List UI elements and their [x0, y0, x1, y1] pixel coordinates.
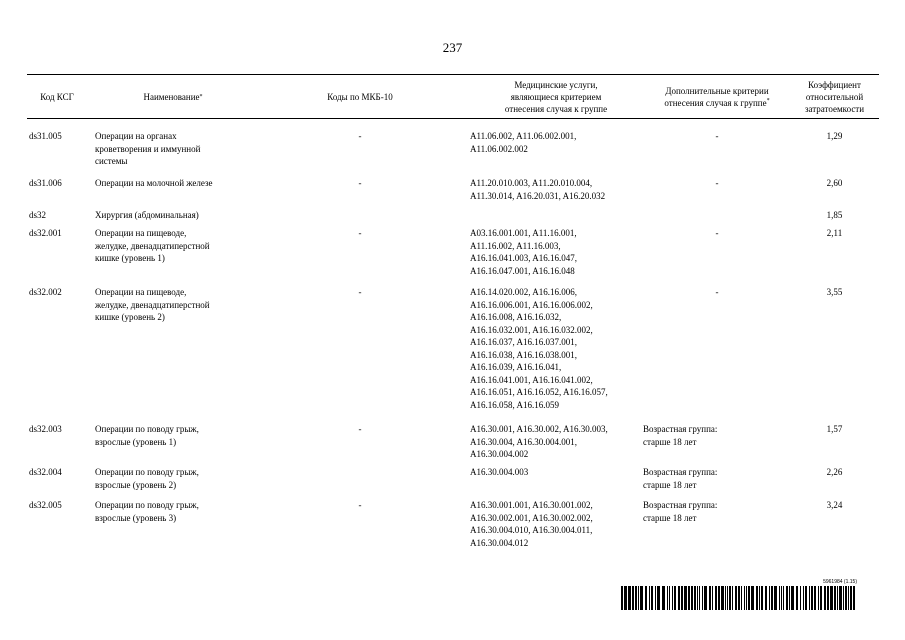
header-coefficient-line: относительной [805, 91, 864, 102]
row-services [470, 286, 642, 411]
barcode-bar [786, 586, 788, 610]
row-services [470, 177, 642, 202]
row-coefficient: 3,24 [826, 500, 843, 510]
row-additional-line: старше 18 лет [643, 436, 697, 447]
row-services-line: A16.30.004.002 [470, 449, 529, 459]
barcode-bar [848, 586, 849, 610]
barcode-bar [843, 586, 844, 610]
row-additional [643, 423, 791, 448]
row-additional-line: - [715, 131, 719, 141]
barcode-bar [727, 586, 728, 610]
barcode-bar [667, 586, 668, 610]
barcode-bar [827, 586, 829, 610]
row-additional [643, 130, 791, 143]
header-additional-line: отнесения случая к группе [664, 97, 767, 108]
row-name-line: кишке (уровень 1) [95, 253, 165, 263]
row-services-line: A16.16.037, A16.16.037.001, [470, 337, 578, 347]
row-services-line: A03.16.001.001, A11.16.001, [470, 228, 577, 238]
barcode-bar [789, 586, 790, 610]
row-name [95, 209, 260, 222]
row-name [95, 423, 260, 448]
row-services-line: A16.16.058, A16.16.059 [470, 399, 560, 410]
barcode-bar [735, 586, 737, 610]
row-services-line: A11.30.014, A16.20.031, A16.20.032 [470, 190, 606, 201]
row-name-line: системы [95, 156, 128, 166]
barcode-bar [746, 586, 747, 610]
row-name-line: кроветворения и иммунной [95, 143, 201, 154]
barcode-bar [800, 586, 801, 610]
barcode-bar [624, 586, 627, 610]
barcode-bar [779, 586, 780, 610]
row-name-line: взрослые (уровень 3) [95, 512, 177, 523]
row-services-line: A16.16.032.001, A16.16.032.002, [470, 324, 593, 335]
barcode-bar [721, 586, 724, 610]
barcode-bar [702, 586, 703, 610]
barcode-bar [741, 586, 742, 610]
barcode-bar [738, 586, 740, 610]
barcode-bar [649, 586, 650, 610]
row-services-line: A16.30.001, A16.30.002, A16.30.003, [470, 424, 608, 434]
barcode-bar [796, 586, 798, 610]
row-name [95, 466, 260, 491]
row-additional [643, 466, 791, 491]
header-coefficient-line: Коэффициент [808, 79, 861, 90]
barcode-bar [651, 586, 653, 610]
row-name-line: Операции по поводу грыж, [95, 424, 199, 434]
row-name-line: Операции по поводу грыж, [95, 467, 199, 477]
barcode-bar [791, 586, 794, 610]
barcode-bar [732, 586, 733, 610]
row-coefficient: 2,60 [826, 178, 843, 188]
row-additional-line: - [715, 228, 719, 238]
barcode-bar [697, 586, 698, 610]
row-name-line: Операции по поводу грыж, [95, 500, 199, 510]
row-additional-line: Возрастная группа: [643, 424, 718, 434]
row-services-line: A16.30.004, A16.30.004.001, [470, 436, 578, 447]
row-code: ds31.006 [29, 178, 62, 188]
barcode-bar [803, 586, 804, 610]
row-mkb: - [358, 178, 362, 188]
barcode-bar [824, 586, 826, 610]
barcode-bar [837, 586, 838, 610]
barcode-bar [811, 586, 813, 610]
row-services-line: A16.16.039, A16.16.041, [470, 362, 562, 372]
barcode-bar [628, 586, 631, 610]
barcode-bar [699, 586, 700, 610]
barcode-bar [805, 586, 807, 610]
row-mkb: - [358, 287, 362, 297]
barcode-bar [748, 586, 750, 610]
row-mkb: - [358, 424, 362, 434]
barcode-bar [681, 586, 683, 610]
row-additional-line: старше 18 лет [643, 479, 697, 490]
barcode-bar [729, 586, 731, 610]
row-services-line: A11.06.002.002 [470, 143, 528, 154]
row-name [95, 177, 260, 190]
barcode-bar [783, 586, 784, 610]
row-coefficient: 1,85 [826, 210, 843, 220]
barcode-bar [674, 586, 676, 610]
barcode-bar [632, 586, 634, 610]
row-coefficient: 2,26 [826, 467, 843, 477]
row-services-line: A16.14.020.002, A16.16.006, [470, 287, 578, 297]
row-name-line: Операции на пищеводе, [95, 287, 187, 297]
row-name [95, 227, 260, 265]
header-name-label: Наименование [143, 91, 200, 102]
row-services [470, 423, 642, 461]
header-name: Наименование * [143, 91, 203, 102]
barcode-bar [759, 586, 760, 610]
page-number: 237 [442, 40, 463, 55]
row-code: ds32.003 [29, 424, 62, 434]
row-additional [643, 177, 791, 190]
barcode-bar [818, 586, 819, 610]
row-additional [643, 227, 791, 240]
row-services-line: A11.06.002, A11.06.002.001, [470, 131, 577, 141]
row-services-line: A16.16.038, A16.16.038.001, [470, 349, 578, 360]
barcode-bar [834, 586, 836, 610]
row-name-line: Операции на органах [95, 131, 177, 141]
row-services [470, 130, 642, 155]
row-name-line: Хирургия (абдоминальная) [95, 210, 199, 220]
row-code: ds31.005 [29, 131, 62, 141]
row-services-line: A16.16.051, A16.16.052, A16.16.057, [470, 387, 608, 397]
barcode-bar [845, 586, 847, 610]
row-name [95, 130, 260, 168]
barcode-bar [781, 586, 782, 610]
barcode-bar [704, 586, 707, 610]
barcode-bar [688, 586, 690, 610]
barcode-bar [645, 586, 647, 610]
barcode-bar [718, 586, 720, 610]
row-services-line: A16.30.001.001, A16.30.001.002, [470, 500, 593, 510]
barcode-label: 5961984 (1.15) [823, 579, 857, 585]
row-services-line: A16.16.047.001, A16.16.048 [470, 265, 575, 276]
barcode-bar [756, 586, 758, 610]
row-services-line: A16.16.041.003, A16.16.047, [470, 253, 578, 263]
barcode-bar [771, 586, 773, 610]
row-name-line: взрослые (уровень 2) [95, 479, 177, 490]
row-name-line: кишке (уровень 2) [95, 312, 165, 322]
barcode-bar [853, 586, 855, 610]
barcode-bar [751, 586, 754, 610]
barcode-bar [774, 586, 777, 610]
barcode-bar [709, 586, 711, 610]
header-services-line: являющиеся критерием [510, 91, 602, 102]
row-code: ds32.001 [29, 228, 62, 238]
row-services-line: A16.16.006.001, A16.16.006.002, [470, 299, 593, 310]
row-services [470, 466, 642, 479]
row-coefficient: 1,29 [826, 131, 843, 141]
row-name [95, 499, 260, 524]
barcode-bar [640, 586, 643, 610]
barcode-bar [712, 586, 713, 610]
row-name-line: желудке, двенадцатиперстной [95, 240, 210, 251]
row-coefficient: 2,11 [826, 228, 843, 238]
barcode-bar [850, 586, 852, 610]
barcode-bar [638, 586, 639, 610]
row-additional [643, 499, 791, 524]
row-services [470, 499, 642, 549]
barcode-bar [725, 586, 726, 610]
barcode-bar [662, 586, 665, 610]
row-additional [643, 286, 791, 299]
header-coefficient-line: затратоемкости [804, 103, 865, 114]
row-code: ds32.004 [29, 467, 62, 477]
header-code-label: Код КСГ [40, 91, 74, 102]
row-coefficient: 1,57 [826, 424, 843, 434]
barcode-bar [621, 586, 623, 610]
barcode-bar [761, 586, 763, 610]
row-name [95, 286, 260, 324]
row-services-line: A11.20.010.003, A11.20.010.004, [470, 178, 593, 188]
row-code: ds32.002 [29, 287, 62, 297]
barcode-bar [809, 586, 810, 610]
row-additional-line: - [715, 287, 719, 297]
barcode-bar [672, 586, 673, 610]
row-mkb: - [358, 131, 362, 141]
barcode-bar [744, 586, 745, 610]
barcode-bar [691, 586, 693, 610]
header-mkb-label: Коды по МКБ-10 [327, 91, 393, 102]
barcode-bar [694, 586, 696, 610]
row-services-line: A16.16.041.001, A16.16.041.002, [470, 374, 593, 385]
barcode-bar [769, 586, 770, 610]
barcode-bar [678, 586, 680, 610]
row-services-line: A11.16.002, A11.16.003, [470, 240, 561, 251]
row-name-line: взрослые (уровень 1) [95, 436, 177, 447]
barcode-bar [839, 586, 842, 610]
header-additional-mark: * [766, 97, 770, 104]
row-services-line: A16.30.004.010, A16.30.004.011, [470, 525, 593, 535]
row-mkb: - [358, 228, 362, 238]
row-additional-line: - [715, 178, 719, 188]
row-name-line: желудке, двенадцатиперстной [95, 299, 210, 310]
header-additional-line: Дополнительные критерии [665, 85, 769, 96]
row-services-line: A16.30.002.001, A16.30.002.002, [470, 512, 593, 523]
barcode-bar [820, 586, 822, 610]
row-mkb: - [358, 500, 362, 510]
row-services-line: A16.30.004.003 [470, 467, 529, 477]
barcode-bar [814, 586, 816, 610]
barcode-bar [715, 586, 717, 610]
barcode-bar [765, 586, 767, 610]
row-services-line: A16.16.008, A16.16.032, [470, 312, 562, 322]
row-code: ds32 [29, 210, 47, 220]
row-additional-line: старше 18 лет [643, 512, 697, 523]
row-additional-line: Возрастная группа: [643, 500, 718, 510]
barcode-bar [635, 586, 637, 610]
row-additional-line: Возрастная группа: [643, 467, 718, 477]
barcode-bars [621, 586, 857, 610]
barcode-bar [657, 586, 660, 610]
barcode-bar [669, 586, 670, 610]
row-code: ds32.005 [29, 500, 62, 510]
header-services-line: отнесения случая к группе [504, 103, 608, 114]
row-coefficient: 3,55 [826, 287, 843, 297]
barcode-bar [655, 586, 656, 610]
header-services-line: Медицинские услуги, [514, 79, 598, 90]
row-services [470, 227, 642, 277]
barcode [621, 579, 857, 611]
row-services-line: A16.30.004.012 [470, 537, 529, 548]
row-name-line: Операции на пищеводе, [95, 228, 187, 238]
barcode-bar [830, 586, 833, 610]
barcode-bar [684, 586, 687, 610]
row-name-line: Операции на молочной железе [95, 178, 213, 188]
